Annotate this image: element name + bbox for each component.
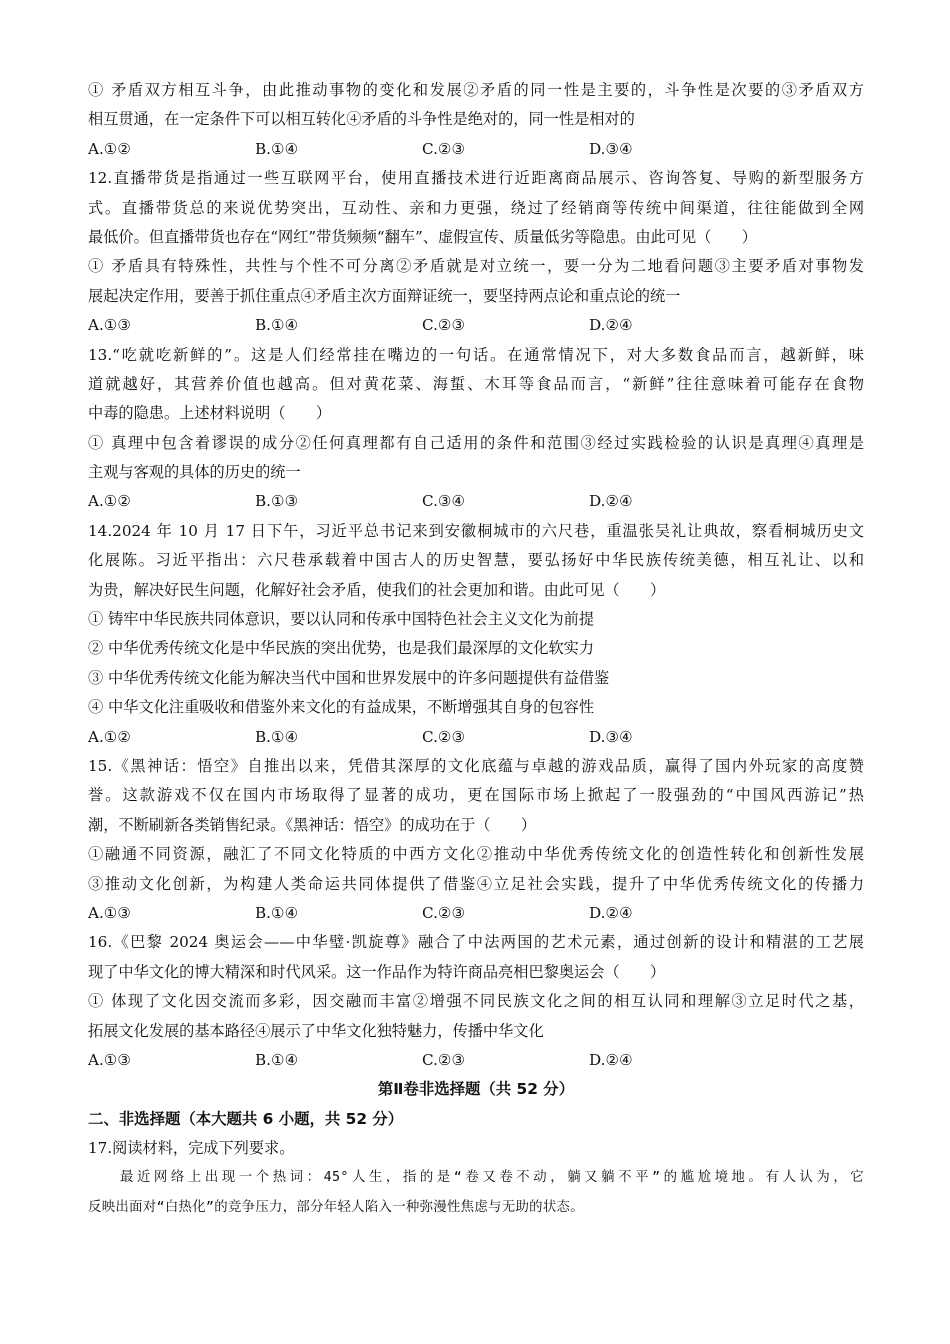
statement-line: ① 矛盾具有特殊性，共性与个性不可分离②矛盾就是对立统一，要一分为二地看问题③主要矛盾对事物发: [88, 257, 864, 276]
option-b[interactable]: B.①③: [255, 492, 299, 511]
option-d[interactable]: D.③④: [589, 727, 633, 746]
option-b[interactable]: B.①④: [255, 727, 299, 746]
answer-options: [88, 899, 864, 928]
question-stem-line: 中毒的隐患。上述材料说明（ ）: [88, 404, 331, 423]
question-17: [88, 1134, 864, 1222]
question-13: [88, 341, 864, 517]
statement-line: 展起决定作用，要善于抓住重点④矛盾主次方面辩证统一，要坚持两点论和重点论的统一: [88, 286, 681, 305]
question-15: [88, 752, 864, 928]
answer-options: [88, 311, 864, 340]
option-b[interactable]: B.①④: [255, 139, 299, 158]
option-d[interactable]: D.②④: [589, 316, 633, 335]
question-16: [88, 928, 864, 1075]
question-stem-line: 14.2024 年 10 月 17 日下午，习近平总书记来到安徽桐城市的六尺巷，重温张吴礼让典故，察看桐城历史文: [88, 521, 864, 540]
option-c[interactable]: C.②③: [422, 316, 466, 335]
answer-options: [88, 723, 864, 752]
statement-line: ① 体现了文化因交流而多彩，因交融而丰富②增强不同民族文化之间的相互认同和理解③立足时代之基，: [88, 992, 864, 1011]
question-stem-line: 13.“吃就吃新鲜的”。这是人们经常挂在嘴边的一句话。在通常情况下，对大多数食品而言，越新鲜，味: [88, 345, 864, 364]
section-heading: 二、非选择题（本大题共 6 小题，共 52 分）: [88, 1109, 404, 1128]
option-d[interactable]: D.②④: [589, 903, 633, 922]
statement-item: ① 铸牢中华民族共同体意识，要以认同和传承中国特色社会主义文化为前提: [88, 610, 595, 629]
question-stem-line: 化展陈。习近平指出：六尺巷承载着中国古人的历史智慧，要弘扬好中华民族传统美德，相互礼让、以和: [88, 551, 864, 570]
question-stem-line: 潮，不断刷新各类销售纪录。《黑神话：悟空》的成功在于（ ）: [88, 815, 537, 834]
option-a[interactable]: A.①②: [88, 139, 132, 158]
answer-options: [88, 1046, 864, 1075]
material-text: 反映出面对“白热化”的竞争压力，部分年轻人陷入一种弥漫性焦虑与无助的状态。: [88, 1199, 584, 1215]
statement-line: ①融通不同资源，融汇了不同文化特质的中西方文化②推动中华优秀传统文化的创造性转化和创新性发展: [88, 845, 864, 864]
option-d[interactable]: D.②④: [589, 492, 633, 511]
statement-item: ② 中华优秀传统文化是中华民族的突出优势，也是我们最深厚的文化软实力: [88, 639, 595, 658]
question-12: [88, 164, 864, 340]
option-a[interactable]: A.①②: [88, 727, 132, 746]
statement-line: ③推动文化创新，为构建人类命运共同体提供了借鉴④立足社会实践，提升了中华优秀传统文化的传播力: [88, 874, 864, 893]
option-d[interactable]: D.③④: [589, 139, 633, 158]
question-stem-line: 12.直播带货是指通过一些互联网平台，使用直播技术进行近距离商品展示、咨询答复、导购的新型服务方: [88, 169, 864, 188]
answer-options: [88, 487, 864, 516]
question-stem: 17.阅读材料，完成下列要求。: [88, 1139, 295, 1158]
exam-page: [88, 76, 864, 1222]
option-d[interactable]: D.②④: [589, 1050, 633, 1069]
question-stem-line: 式。直播带货总的来说优势突出，互动性、亲和力更强，绕过了经销商等传统中间渠道，往往能做到全网: [88, 198, 864, 217]
option-a[interactable]: A.①③: [88, 903, 132, 922]
option-b[interactable]: B.①④: [255, 1050, 299, 1069]
option-b[interactable]: B.①④: [255, 903, 299, 922]
statement-line: ① 真理中包含着谬误的成分②任何真理都有自己适用的条件和范围③经过实践检验的认识是真理④真理是: [88, 433, 864, 452]
option-b[interactable]: B.①④: [255, 316, 299, 335]
statement-line: 拓展文化发展的基本路径④展示了中华文化独特魅力，传播中华文化: [88, 1021, 544, 1040]
question-stem-line: 16.《巴黎 2024 奥运会——中华璧·凯旋尊》融合了中法两国的艺术元素，通过创新的设计和精湛的工艺展: [88, 933, 864, 952]
option-a[interactable]: A.①③: [88, 316, 132, 335]
option-c[interactable]: C.②③: [422, 727, 466, 746]
option-c[interactable]: C.②③: [422, 1050, 466, 1069]
statement-item: ④ 中华文化注重吸收和借鉴外来文化的有益成果，不断增强其自身的包容性: [88, 698, 595, 717]
statement-line: 主观与客观的具体的历史的统一: [88, 463, 301, 482]
question-stem-line: 为贵，解决好民生问题，化解好社会矛盾，使我们的社会更加和谐。由此可见（ ）: [88, 580, 666, 599]
statement-item: ③ 中华优秀传统文化能为解决当代中国和世界发展中的许多问题提供有益借鉴: [88, 668, 610, 687]
option-c[interactable]: C.②③: [422, 139, 466, 158]
material-text: 最近网络上出现一个热词：45°人生，指的是“卷又卷不动，躺又躺不平”的尴尬境地。有人认为，它: [120, 1170, 864, 1186]
question-stem-line: 誉。这款游戏不仅在国内市场取得了显著的成功，更在国际市场上掀起了一股强劲的“中国风西游记”热: [88, 786, 864, 805]
part-two-title: 第Ⅱ卷非选择题（共 52 分）: [377, 1080, 575, 1099]
statement-line: 相互贯通，在一定条件下可以相互转化④矛盾的斗争性是绝对的，同一性是相对的: [88, 110, 635, 129]
question-stem-line: 最低价。但直播带货也存在“网红”带货频频“翻车”、虚假宣传、质量低劣等隐患。由此可见（ ）: [88, 227, 757, 246]
option-a[interactable]: A.①③: [88, 1050, 132, 1069]
question-14: [88, 517, 864, 752]
option-c[interactable]: C.③④: [422, 492, 466, 511]
question-stem-line: 15.《黑神话：悟空》自推出以来，凭借其深厚的文化底蕴与卓越的游戏品质，赢得了国内外玩家的高度赞: [88, 756, 864, 775]
statement-line: ① 矛盾双方相互斗争，由此推动事物的变化和发展②矛盾的同一性是主要的，斗争性是次要的③矛盾双方: [88, 81, 864, 99]
option-a[interactable]: A.①②: [88, 492, 132, 511]
question-stem-line: 道就越好，其营养价值也越高。但对黄花菜、海蜇、木耳等食品而言，“新鲜”往往意味着可能存在食物: [88, 374, 864, 393]
question-11-tail: [88, 76, 864, 164]
question-stem-line: 现了中华文化的博大精深和时代风采。这一作品作为特许商品亮相巴黎奥运会（ ）: [88, 962, 666, 981]
answer-options: [88, 135, 864, 164]
option-c[interactable]: C.②③: [422, 903, 466, 922]
